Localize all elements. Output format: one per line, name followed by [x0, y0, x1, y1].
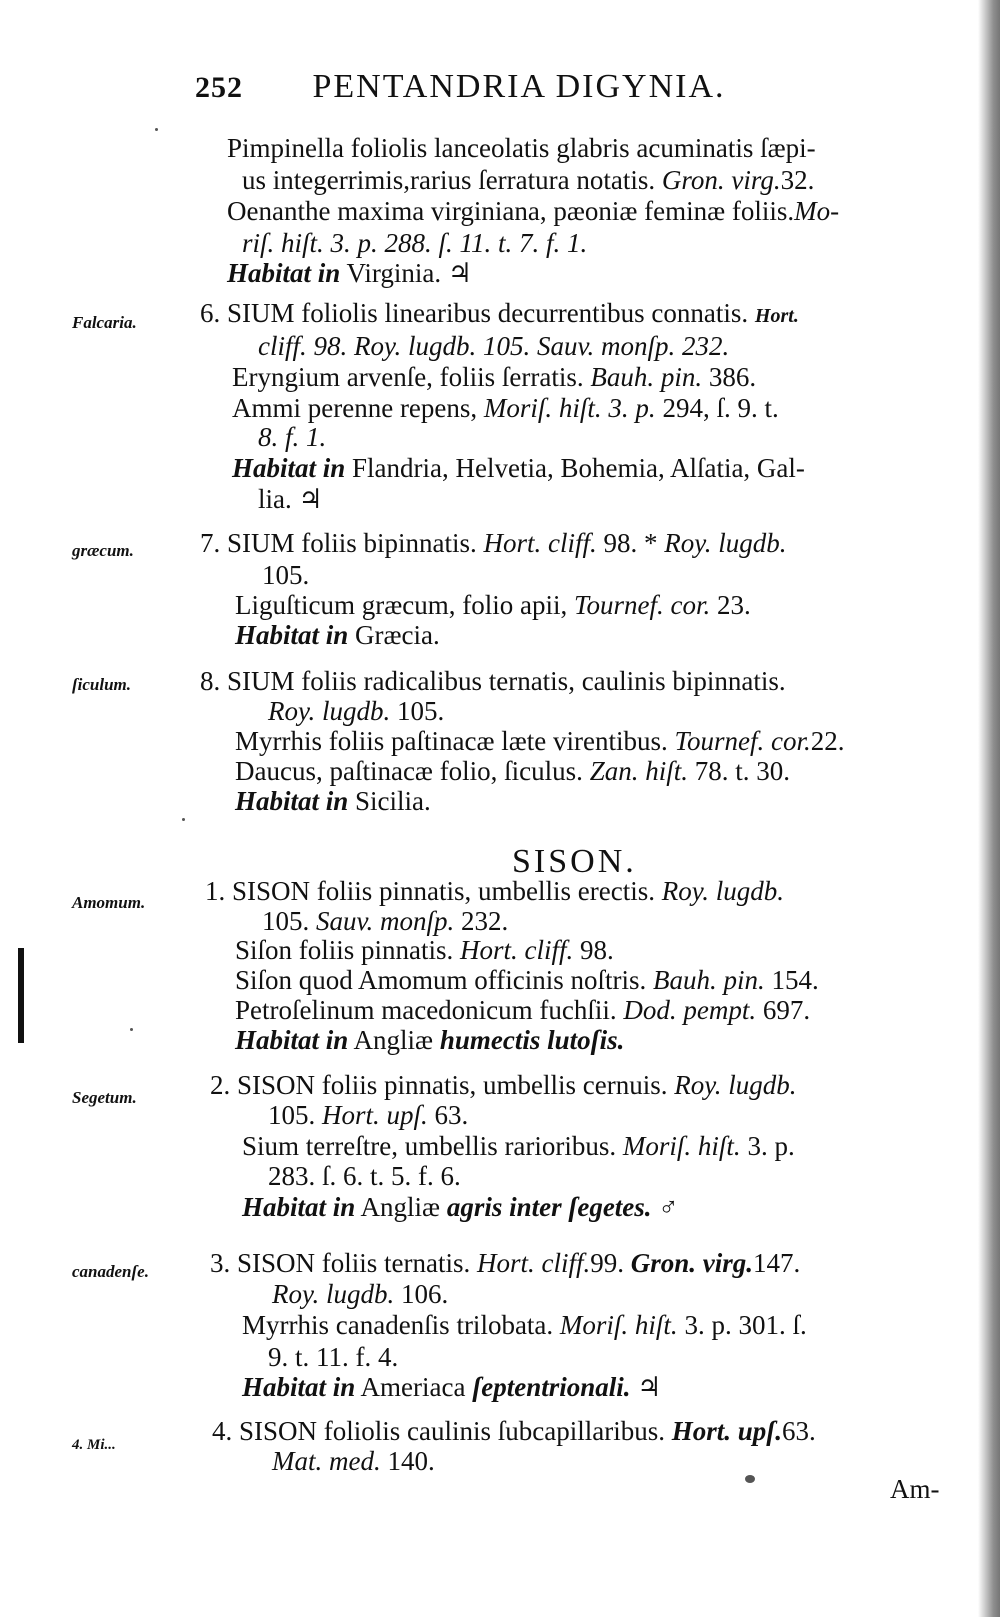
text-line: Siſon quod Amomum officinis noſtris. Bauh. pin. 154. — [235, 965, 819, 995]
text-line: Habitat in Græcia. — [235, 620, 440, 650]
text-line: Habitat in Flandria, Helvetia, Bohemia, Alſatia, Gal- — [232, 453, 805, 483]
text-line: Daucus, paſtinacæ folio, ſiculus. Zan. hiſt. 78. t. 30. — [235, 756, 790, 786]
margin-label-siculum: ſiculum. — [72, 675, 132, 694]
text-line: Mat. med. 140. — [272, 1446, 435, 1476]
page-number: 252 — [195, 71, 243, 104]
page-edge-shadow — [978, 0, 1000, 1617]
text-line: Siſon foliis pinnatis. Hort. cliff. 98. — [235, 935, 614, 965]
text-line: riſ. hiſt. 3. p. 288. ſ. 11. t. 7. f. 1. — [242, 228, 588, 258]
text-line: 9. t. 11. f. 4. — [268, 1342, 399, 1372]
text-line: cliff. 98. Roy. lugdb. 105. Sauv. monſp. 232. — [258, 331, 730, 361]
margin-label-falcaria: Falcaria. — [72, 313, 137, 332]
margin-label-amomum: Amomum. — [72, 893, 146, 912]
ink-speck — [745, 1475, 755, 1483]
text-line: 105. — [262, 560, 310, 590]
catchword: Am- — [890, 1474, 940, 1504]
running-header — [195, 68, 726, 106]
margin-label-canadense: canadenſe. — [72, 1262, 149, 1281]
ink-speck — [130, 1028, 133, 1031]
text-line: Habitat in Angliæ agris inter ſegetes. ♂ — [242, 1192, 679, 1222]
text-line: Roy. lugdb. 106. — [272, 1279, 449, 1309]
text-line: 4. SISON foliolis caulinis ſubcapillaribus. Hort. upſ.63. — [212, 1416, 816, 1446]
text-line: Petroſelinum macedonicum fuchſii. Dod. pempt. 697. — [235, 995, 811, 1025]
margin-label-four: 4. Mi... — [72, 1437, 116, 1453]
text-line: Habitat in Ameriaca ſeptentrionali. ♃ — [242, 1372, 662, 1402]
text-line: 8. f. 1. — [258, 422, 327, 452]
text-line: us integerrimis,rarius ſerratura notatis. Gron. virg.32. — [242, 165, 815, 195]
text-line: Oenanthe maxima virginiana, pæoniæ feminæ foliis.Mo- — [227, 196, 840, 226]
margin-label-segetum: Segetum. — [72, 1088, 137, 1107]
text-line: 3. SISON foliis ternatis. Hort. cliff.99. Gron. virg.147. — [210, 1248, 801, 1278]
text-line: Myrrhis foliis paſtinacæ læte virentibus. Tournef. cor.22. — [235, 726, 845, 756]
text-line: Myrrhis canadenſis trilobata. Moriſ. hiſt. 3. p. 301. ſ. — [242, 1310, 807, 1340]
text-line: 105. Hort. upſ. 63. — [268, 1100, 469, 1130]
text-line: Habitat in Virginia. ♃ — [227, 258, 473, 288]
text-line: 6. SIUM foliolis linearibus decurrentibus connatis. Hort. — [200, 298, 799, 328]
text-line: Roy. lugdb. 105. — [268, 696, 445, 726]
margin-mark — [18, 948, 24, 1043]
text-line: 2. SISON foliis pinnatis, umbellis cernuis. Roy. lugdb. — [210, 1070, 797, 1100]
text-line: lia. ♃ — [258, 484, 323, 514]
text-line: 8. SIUM foliis radicalibus ternatis, caulinis bipinnatis. — [200, 666, 786, 696]
ink-speck — [182, 818, 185, 821]
text-line: 283. ſ. 6. t. 5. f. 6. — [268, 1161, 461, 1191]
section-heading: SISON. — [512, 843, 637, 880]
text-line: Ammi perenne repens, Moriſ. hiſt. 3. p. 294, ſ. 9. t. — [232, 393, 779, 423]
text-line: 7. SIUM foliis bipinnatis. Hort. cliff. 98. * Roy. lugdb. — [200, 528, 787, 558]
text-line: Habitat in Sicilia. — [235, 786, 431, 816]
text-line: 1. SISON foliis pinnatis, umbellis erectis. Roy. lugdb. — [205, 876, 784, 906]
text-line: Liguſticum græcum, folio apii, Tournef. cor. 23. — [235, 590, 751, 620]
text-line: Eryngium arvenſe, foliis ſerratis. Bauh. pin. 386. — [232, 362, 757, 392]
text-line: Sium terreſtre, umbellis rarioribus. Moriſ. hiſt. 3. p. — [242, 1131, 795, 1161]
text-line: Habitat in Angliæ humectis lutoſis. — [235, 1025, 625, 1055]
text-line: Pimpinella foliolis lanceolatis glabris acuminatis ſæpi- — [227, 133, 816, 163]
text-line: 105. Sauv. monſp. 232. — [262, 906, 509, 936]
ink-speck — [155, 128, 158, 131]
margin-label-graecum: græcum. — [72, 541, 134, 560]
page-title: PENTANDRIA DIGYNIA. — [312, 68, 726, 105]
